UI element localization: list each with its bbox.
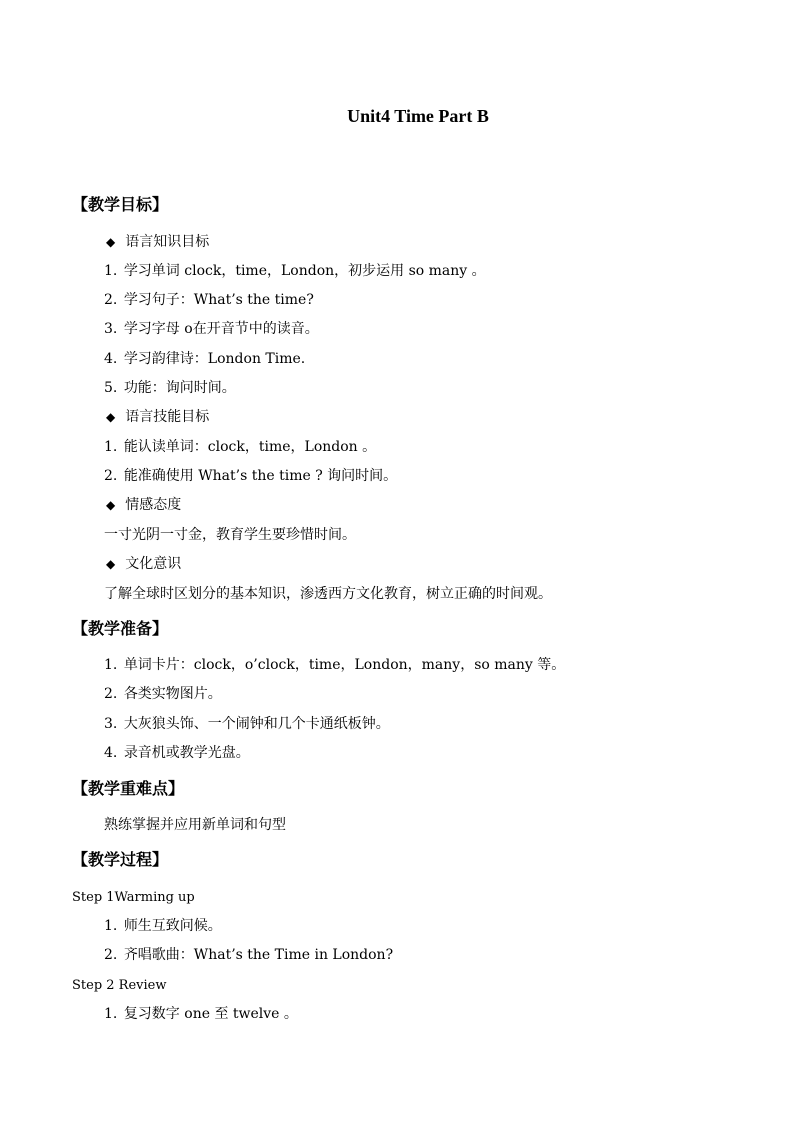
item-number: 1. [104,263,118,279]
item-text: 各类实物图片。 [123,686,222,702]
section-heading-objectives: 【教学目标】 [72,195,169,214]
item-number: 2. [104,947,118,963]
list-item [104,656,565,674]
diamond-bullet-icon: ◆ [106,557,116,571]
list-item [104,467,397,485]
item-text: 学习字母 o在开音节中的读音。 [123,321,319,337]
list-item [104,379,236,397]
subheading-culture [106,555,181,573]
subheading-attitude [106,496,181,514]
paragraph-attitude: 一寸光阴一寸金，教育学生要珍惜时间。 [104,527,356,543]
section-heading-preparation: 【教学准备】 [72,619,169,638]
item-number: 4. [104,745,118,761]
item-number: 3. [104,321,118,337]
item-number: 2. [104,292,118,308]
item-text: 单词卡片：clock，o’clock，time，London，many，so many 等。 [123,657,566,673]
list-item [104,291,314,309]
item-number: 1. [104,657,118,673]
subheading-skills [106,408,209,426]
list-item [104,262,486,280]
diamond-bullet-icon: ◆ [106,235,116,249]
paragraph-key-points: 熟练掌握并应用新单词和句型 [104,817,286,833]
document-title: Unit4 Time Part B [347,106,489,126]
item-number: 1. [104,1006,118,1022]
item-text: 大灰狼头饰、一个闹钟和几个卡通纸板钟。 [123,716,390,732]
list-item [104,1005,298,1023]
list-item [104,715,390,733]
step-label-review: Step 2 Review [72,978,167,993]
item-text: 学习单词 clock，time，London，初步运用 so many 。 [123,263,486,279]
item-text: 齐唱歌曲：What’s the Time in London? [123,947,394,963]
section-heading-key-points: 【教学重难点】 [72,779,185,798]
item-number: 1. [104,918,118,934]
subheading-label: 情感态度 [125,497,182,513]
item-text: 学习韵律诗：London Time. [123,351,306,367]
list-item [104,685,222,703]
section-heading-process: 【教学过程】 [72,850,169,869]
item-text: 能准确使用 What’s the time ? 询问时间。 [123,468,398,484]
item-number: 3. [104,716,118,732]
subheading-label: 语言知识目标 [125,234,210,250]
item-number: 2. [104,468,118,484]
subheading-knowledge [106,233,209,251]
diamond-bullet-icon: ◆ [106,410,116,424]
list-item [104,946,393,964]
item-text: 功能：询问时间。 [123,380,236,396]
item-number: 5. [104,380,118,396]
paragraph-culture: 了解全球时区划分的基本知识，渗透西方文化教育，树立正确的时间观。 [104,586,552,602]
item-number: 4. [104,351,118,367]
subheading-label: 语言技能目标 [125,409,210,425]
item-text: 师生互致问候。 [123,918,222,934]
item-number: 1. [104,439,118,455]
list-item [104,320,319,338]
item-text: 学习句子：What’s the time? [123,292,314,308]
step-label-warming-up: Step 1Warming up [72,890,195,905]
item-text: 复习数字 one 至 twelve 。 [123,1006,298,1022]
item-text: 录音机或教学光盘。 [123,745,250,761]
subheading-label: 文化意识 [125,556,182,572]
item-text: 能认读单词：clock，time，London 。 [123,439,377,455]
list-item [104,917,222,935]
diamond-bullet-icon: ◆ [106,498,116,512]
list-item [104,350,305,368]
list-item [104,438,376,456]
item-number: 2. [104,686,118,702]
list-item [104,744,250,762]
